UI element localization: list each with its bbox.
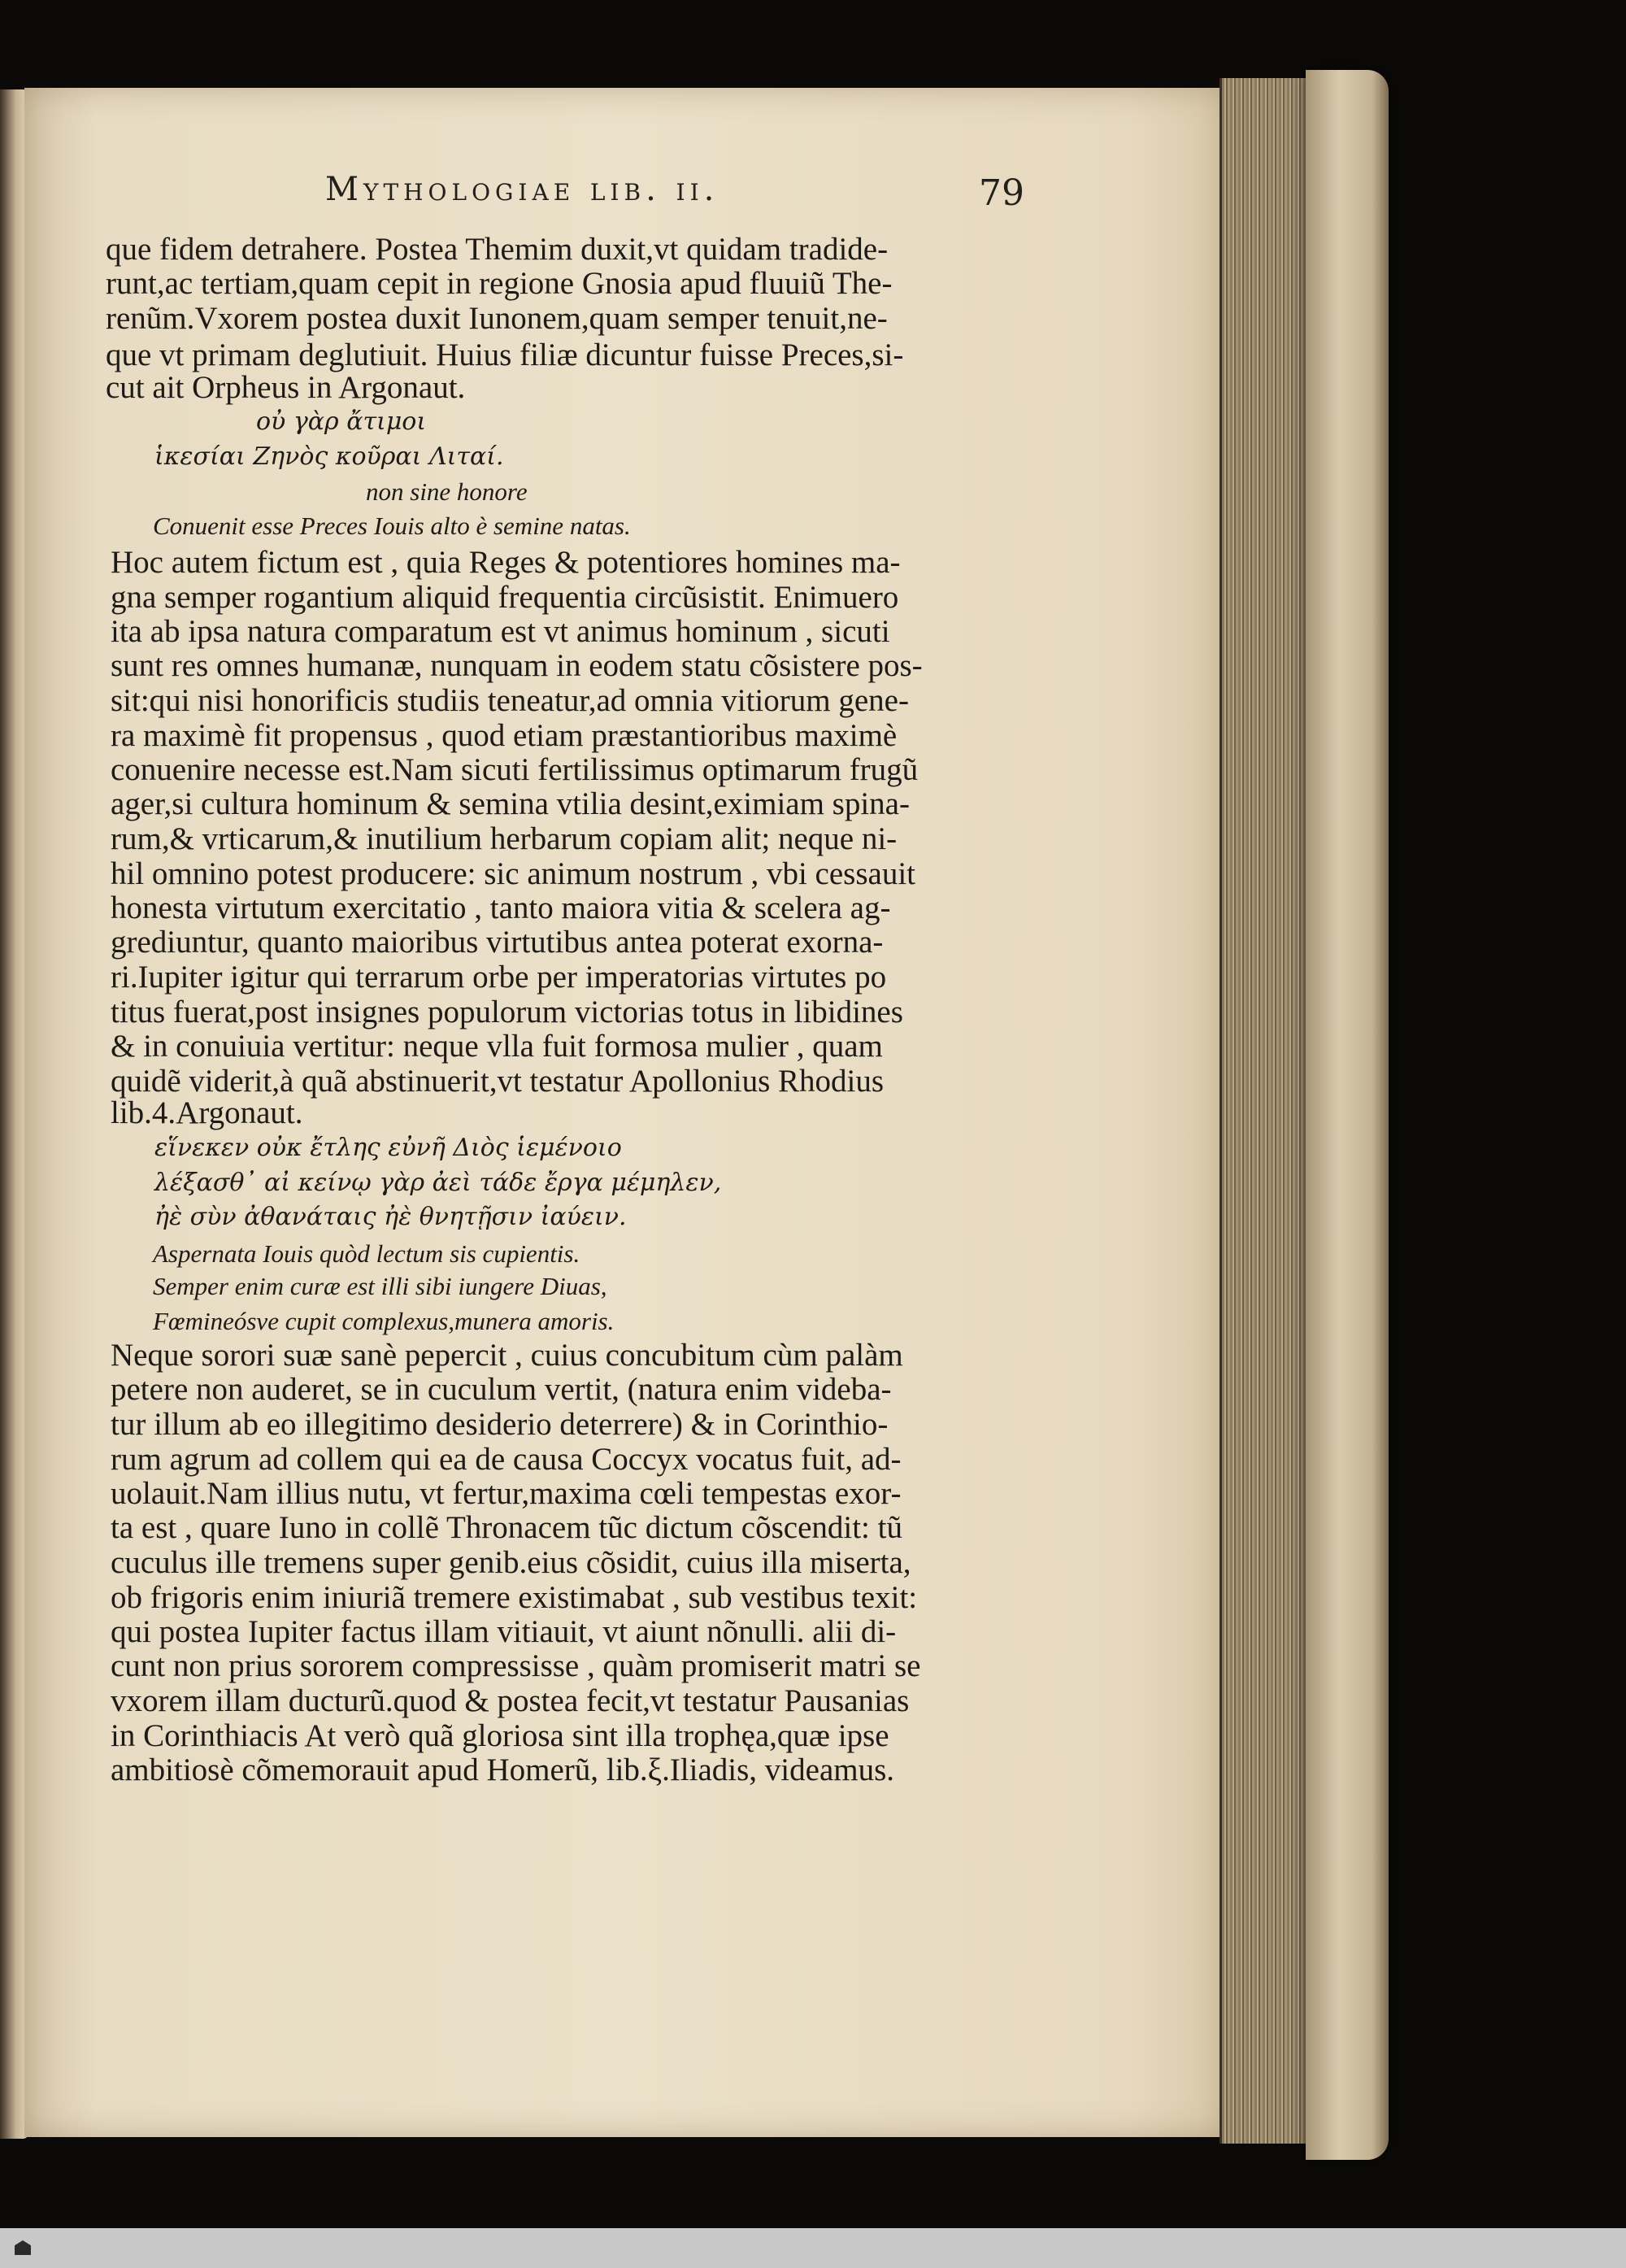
library-logo: [3, 2231, 42, 2264]
greek-verse-line: ἱκεσίαι Ζηνὸς κοῦραι Λιταί.: [154, 442, 504, 471]
text-line: cunt non prius sororem compressisse , quàm promiserit matri se: [111, 1648, 921, 1683]
text-line: rum,& vrticarum,& inutilium herbarum copiam alit; neque ni-: [111, 821, 898, 856]
text-line: lib.4.Argonaut.: [111, 1095, 303, 1130]
text-line: in Corinthiacis At verò quã gloriosa sint illa trophęa,quæ ipse: [111, 1718, 889, 1753]
greek-verse-line: εἵνεκεν οὐκ ἔτλης εὐνῆ Διὸς ἱεμένοιο: [154, 1134, 622, 1162]
latin-verse-line: Aspernata Iouis quòd lectum sis cupientis.: [153, 1239, 580, 1268]
text-line: titus fuerat,post insignes populorum victorias totus in libidines: [111, 995, 903, 1030]
text-line: Hoc autem fictum est , quia Reges & potentiores homines ma-: [111, 545, 901, 580]
book-cover: [1306, 70, 1389, 2160]
text-line: cut ait Orpheus in Argonaut.: [106, 370, 466, 405]
text-line: ri.Iupiter igitur qui terrarum orbe per imperatorias virtutes po: [111, 960, 887, 995]
text-line: honesta virtutum exercitatio , tanto maiora vitia & scelera ag-: [111, 890, 891, 925]
text-line: tur illum ab eo illegitimo desiderio deterrere) & in Corinthio-: [111, 1407, 889, 1442]
text-line: sunt res omnes humanæ, nunquam in eodem statu cõsistere pos-: [111, 648, 923, 683]
greek-verse-line: οὐ γὰρ ἄτιμοι: [256, 407, 427, 436]
text-line: petere non auderet, se in cuculum vertit, (natura enim videba-: [111, 1372, 892, 1407]
latin-verse-line: Semper enim curæ est illi sibi iungere Diuas,: [153, 1272, 607, 1300]
text-line: que fidem detrahere. Postea Themim duxit,vt quidam tradide-: [106, 232, 889, 267]
running-title: Mythologiae lib. ii.: [325, 171, 720, 208]
greek-verse-line: ἠὲ σὺν ἀθανάταις ἠὲ θνητῇσιν ἰαύειν.: [154, 1203, 627, 1231]
text-line: runt,ac tertiam,quam cepit in regione Gnosia apud fluuiũ The-: [106, 266, 893, 301]
text-line: ager,si cultura hominum & semina vtilia desint,eximiam spina-: [111, 786, 910, 821]
text-line: ambitiosè cõmemorauit apud Homerũ, lib.ξ.Iliadis, videamus.: [111, 1752, 895, 1787]
text-line: sit:qui nisi honorificis studiis teneatur,ad omnia vitiorum gene-: [111, 683, 909, 718]
latin-verse-line: non sine honore: [366, 477, 528, 506]
text-line: & in conuiuia vertitur: neque vlla fuit formosa mulier , quam: [111, 1029, 883, 1064]
text-line: grediuntur, quanto maioribus virtutibus antea poterat exorna-: [111, 925, 884, 960]
text-line: ita ab ipsa natura comparatum est vt animus hominum , sicuti: [111, 614, 890, 649]
text-line: hil omnino potest producere: sic animum nostrum , vbi cessauit: [111, 856, 916, 891]
text-line: quidẽ viderit,à quã abstinuerit,vt testatur Apollonius Rhodius: [111, 1064, 885, 1099]
text-line: gna semper rogantium aliquid frequentia circũsistit. Enimuero: [111, 580, 899, 615]
text-line: ra maximè fit propensus , quod etiam præstantioribus maximè: [111, 718, 898, 753]
text-line: que vt primam deglutiuit. Huius filiæ dicuntur fuisse Preces,si-: [106, 337, 904, 372]
text-line: conuenire necesse est.Nam sicuti fertilissimus optimarum frugũ: [111, 752, 919, 787]
text-line: cuculus ille tremens super genib.eius cõsidit, cuius illa miserta,: [111, 1545, 911, 1580]
text-line: rum agrum ad collem qui ea de causa Coccyx vocatus fuit, ad-: [111, 1442, 902, 1477]
text-line: ta est , quare Iuno in collẽ Thronacem tũc dictum cõscendit: tũ: [111, 1510, 902, 1545]
viewer-footer-bar: [0, 2228, 1626, 2268]
text-line: renũm.Vxorem postea duxit Iunonem,quam semper tenuit,ne-: [106, 301, 888, 336]
latin-verse-line: Fœmineósve cupit complexus,munera amoris.: [153, 1307, 615, 1335]
text-line: Neque sorori suæ sanè pepercit , cuius concubitum cùm palàm: [111, 1338, 903, 1373]
greek-verse-line: λέξασθ᾽ αἰ κείνῳ γὰρ ἀεὶ τάδε ἔργα μέμηλεν,: [154, 1169, 722, 1197]
page-number: 79: [979, 172, 1024, 214]
text-line: qui postea Iupiter factus illam vitiauit, vt aiunt nõnulli. alii di-: [111, 1614, 897, 1649]
page-header: [325, 171, 1024, 220]
text-line: vxorem illam ducturũ.quod & postea fecit,vt testatur Pausanias: [111, 1683, 910, 1718]
latin-verse-line: Conuenit esse Preces Iouis alto è semine natas.: [153, 511, 631, 540]
page-fore-edge: [1220, 78, 1311, 2144]
text-line: uolauit.Nam illius nutu, vt fertur,maxima cœli tempestas exor-: [111, 1476, 902, 1511]
library-logo-icon: [15, 2240, 31, 2255]
text-line: ob frigoris enim iniuriã tremere existimabat , sub vestibus texit:: [111, 1580, 918, 1615]
